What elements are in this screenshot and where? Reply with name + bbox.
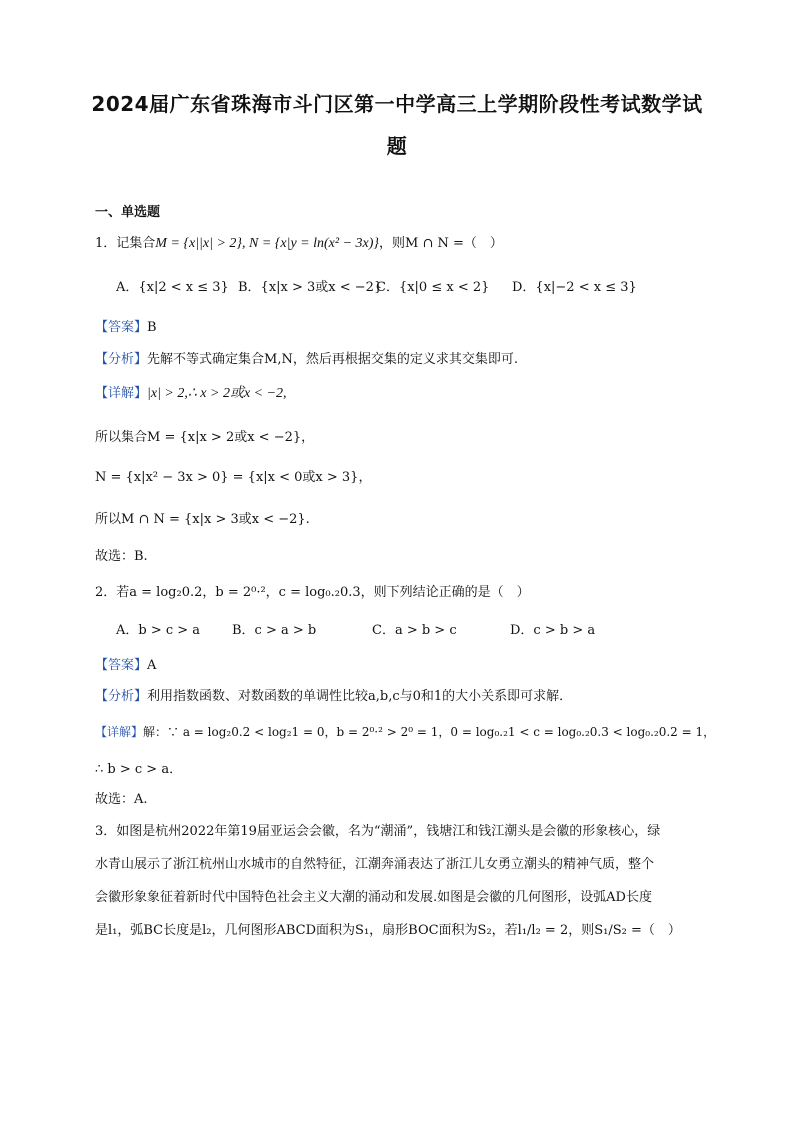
question-1-detail: 【详解】|x| > 2,∴ x > 2或x < −2, xyxy=(95,386,287,401)
question-2-detail-line: ∴ b > c > a． xyxy=(95,762,183,777)
question-1-options xyxy=(116,278,637,298)
option-c: C．{x|0 ≤ x < 2} xyxy=(376,280,490,295)
question-2-choice: 故选：A. xyxy=(95,792,148,807)
question-1-answer: 【答案】B xyxy=(95,320,157,335)
page-title-continued: 题 xyxy=(386,134,408,158)
question-3-stem-line: 水青山展示了浙江杭州山水城市的自然特征，江潮奔涌表达了浙江儿女勇立潮头的精神气质，整个 xyxy=(95,857,655,872)
option-c: C．a > b > c xyxy=(372,623,457,638)
option-d: D．c > b > a xyxy=(510,623,596,638)
question-2-detail: 【详解】解：∵ a = log₂0.2 < log₂1 = 0，b = 2⁰·² > 2⁰ = 1，0 = log₀.₂1 < c = log₀.₂0.3 < log₀.₂0.2 = 1， xyxy=(95,725,716,739)
question-2-analysis: 【分析】利用指数函数、对数函数的单调性比较a,b,c与0和1的大小关系即可求解． xyxy=(95,689,573,704)
question-1-detail-line: N = {x|x² − 3x > 0} = {x|x < 0或x > 3}， xyxy=(95,470,372,485)
question-1-detail-line: 所以M ∩ N = {x|x > 3或x < −2}. xyxy=(95,512,310,527)
question-3-stem-line: 是l₁，弧BC长度是l₂，几何图形ABCD面积为S₁，扇形BOC面积为S₂，若l₁/l₂ = 2，则S₁/S₂ =（ ） xyxy=(95,923,681,938)
question-1-detail-line: 所以集合M = {x|x > 2或x < −2}， xyxy=(95,430,315,445)
question-1-stem: 1．记集合M = {x||x| > 2}, N = {x|y = ln(x² − 3x)}，则M ∩ N =（ ） xyxy=(95,236,503,251)
question-1-analysis: 【分析】先解不等式确定集合M,N，然后再根据交集的定义求其交集即可. xyxy=(95,352,518,367)
option-b: B．c > a > b xyxy=(232,623,317,638)
option-a: A．b > c > a xyxy=(116,623,201,638)
question-2-answer: 【答案】A xyxy=(95,658,157,673)
question-1-choice: 故选：B. xyxy=(95,549,148,564)
option-d: D．{x|−2 < x ≤ 3} xyxy=(512,280,637,295)
question-2-options xyxy=(116,621,595,641)
option-a: A．{x|2 < x ≤ 3} xyxy=(116,280,229,295)
option-b: B．{x|x > 3或x < −2} xyxy=(238,280,383,295)
question-3-stem-line: 3．如图是杭州2022年第19届亚运会会徽，名为“潮涌”，钱塘江和钱江潮头是会徽的形象核心，绿 xyxy=(95,824,661,839)
question-3-stem-line: 会徽形象象征着新时代中国特色社会主义大潮的涌动和发展.如图是会徽的几何图形，设弧AD长度 xyxy=(95,890,652,905)
question-2-stem: 2．若a = log₂0.2，b = 2⁰·²，c = log₀.₂0.3，则下列结论正确的是（ ） xyxy=(95,585,530,600)
section-heading: 一、单选题 xyxy=(95,205,161,220)
page-title: 2024届广东省珠海市斗门区第一中学高三上学期阶段性考试数学试 xyxy=(91,92,703,116)
